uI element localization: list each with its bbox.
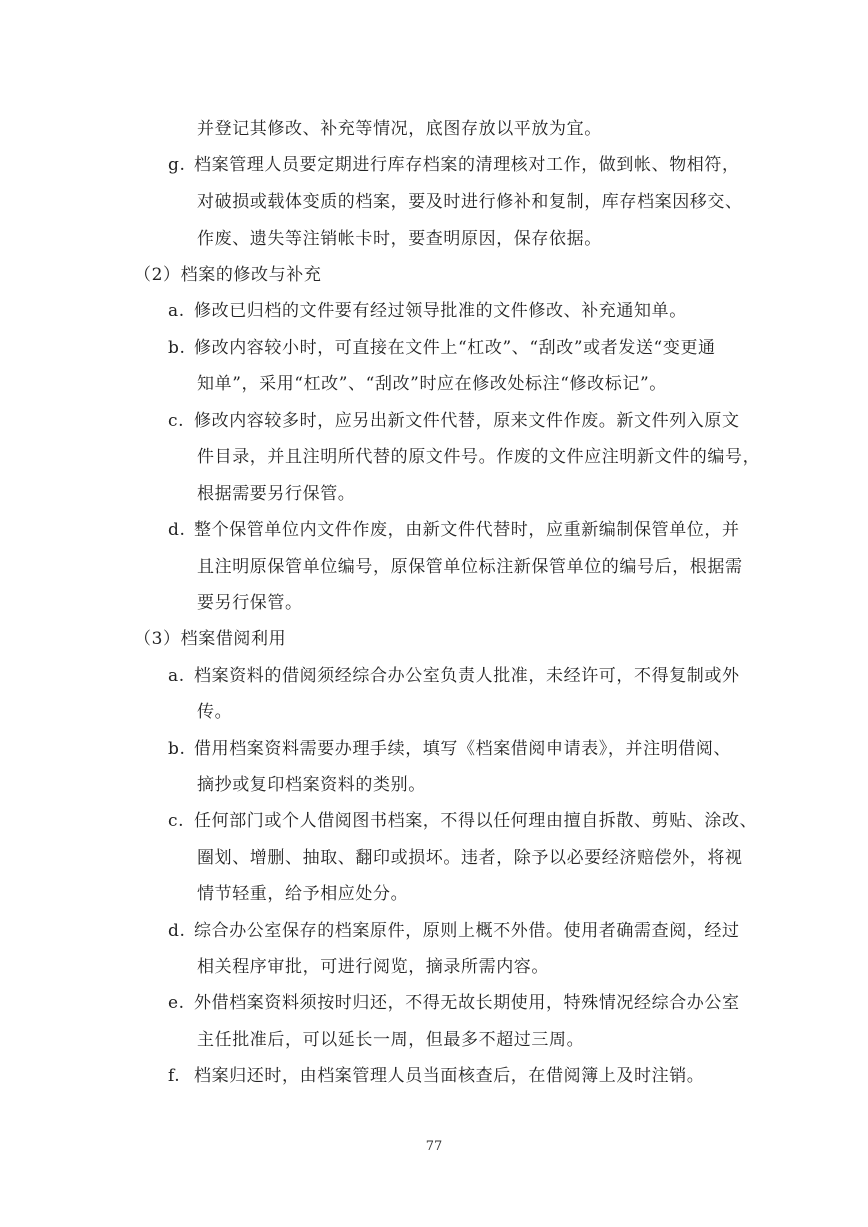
list-item-g — [168, 154, 740, 176]
list-item-b — [168, 337, 716, 359]
list-item-b — [168, 738, 731, 760]
list-marker: a. — [168, 301, 185, 321]
paragraph-line: 主任批准后，可以延长一周，但最多不超过三周。 — [197, 1030, 585, 1050]
paragraph-line: 综合办公室保存的档案原件，原则上概不外借。使用者确需查阅，经过 — [194, 921, 740, 941]
paragraph-line: 借用档案资料需要办理手续，填写《档案借阅申请表》，并注明借阅、 — [194, 739, 732, 759]
paragraph-line: 修改已归档的文件要有经过领导批准的文件修改、补充通知单。 — [194, 301, 687, 321]
list-marker: d. — [168, 921, 186, 941]
paragraph-line: 作废、遗失等注销帐卡时，要查明原因，保存依据。 — [197, 229, 602, 249]
list-item-d — [168, 920, 740, 942]
list-marker: a. — [168, 666, 185, 686]
paragraph-line: 任何部门或个人借阅图书档案，不得以任何理由擅自拆散、剪贴、涂改、 — [194, 811, 758, 831]
list-marker: b. — [168, 338, 186, 358]
list-marker: d. — [168, 520, 186, 540]
paragraph-line: 要另行保管。 — [197, 593, 303, 613]
paragraph-line: 圈划、增删、抽取、翻印或损坏。违者，除予以必要经济赔偿外，将视 — [197, 848, 743, 868]
paragraph-line: 外借档案资料须按时归还，不得无故长期使用，特殊情况经综合办公室 — [194, 993, 740, 1013]
list-item-a — [168, 665, 740, 687]
paragraph-line: 并登记其修改、补充等情况，底图存放以平放为宜。 — [197, 119, 602, 139]
list-item-f — [168, 1065, 704, 1087]
paragraph-line: 传。 — [197, 702, 233, 722]
list-item-e — [168, 992, 740, 1014]
section-heading: （3）档案借阅利用 — [134, 629, 287, 649]
paragraph-line: 档案管理人员要定期进行库存档案的清理核对工作，做到帐、物相符， — [194, 155, 740, 175]
list-item-a — [168, 300, 687, 322]
paragraph-line: 知单”，采用“杠改”、“刮改”时应在修改处标注“修改标记”。 — [197, 374, 667, 394]
paragraph-line: 档案资料的借阅须经综合办公室负责人批准，未经许可，不得复制或外 — [194, 666, 740, 686]
paragraph-line: 根据需要另行保管。 — [197, 484, 356, 504]
page-number: 77 — [425, 1139, 443, 1154]
list-item-c — [168, 810, 757, 832]
list-marker: e. — [168, 993, 185, 1013]
list-item-c — [168, 410, 740, 432]
paragraph-line: 对破损或载体变质的档案，要及时进行修补和复制，库存档案因移交、 — [197, 192, 743, 212]
paragraph-line: 摘抄或复印档案资料的类别。 — [197, 775, 426, 795]
list-marker: f. — [168, 1066, 181, 1086]
list-item-d — [168, 519, 740, 541]
paragraph-line: 档案归还时，由档案管理人员当面核查后，在借阅簿上及时注销。 — [194, 1066, 705, 1086]
paragraph-line: 情节轻重，给予相应处分。 — [197, 884, 409, 904]
list-marker: b. — [168, 739, 186, 759]
paragraph-line: 修改内容较多时，应另出新文件代替，原来文件作废。新文件列入原文 — [194, 411, 740, 431]
paragraph-line: 且注明原保管单位编号，原保管单位标注新保管单位的编号后，根据需 — [197, 557, 743, 577]
paragraph-line: 修改内容较小时，可直接在文件上“杠改”、“刮改”或者发送“变更通 — [194, 338, 716, 358]
section-heading: （2）档案的修改与补充 — [134, 265, 322, 285]
paragraph-line: 件目录，并且注明所代替的原文件号。作废的文件应注明新文件的编号， — [197, 447, 761, 467]
paragraph-line: 相关程序审批，可进行阅览，摘录所需内容。 — [197, 957, 549, 977]
list-marker: g. — [168, 155, 186, 175]
list-marker: c. — [168, 411, 185, 431]
paragraph-line: 整个保管单位内文件作废，由新文件代替时，应重新编制保管单位，并 — [194, 520, 740, 540]
list-marker: c. — [168, 811, 185, 831]
